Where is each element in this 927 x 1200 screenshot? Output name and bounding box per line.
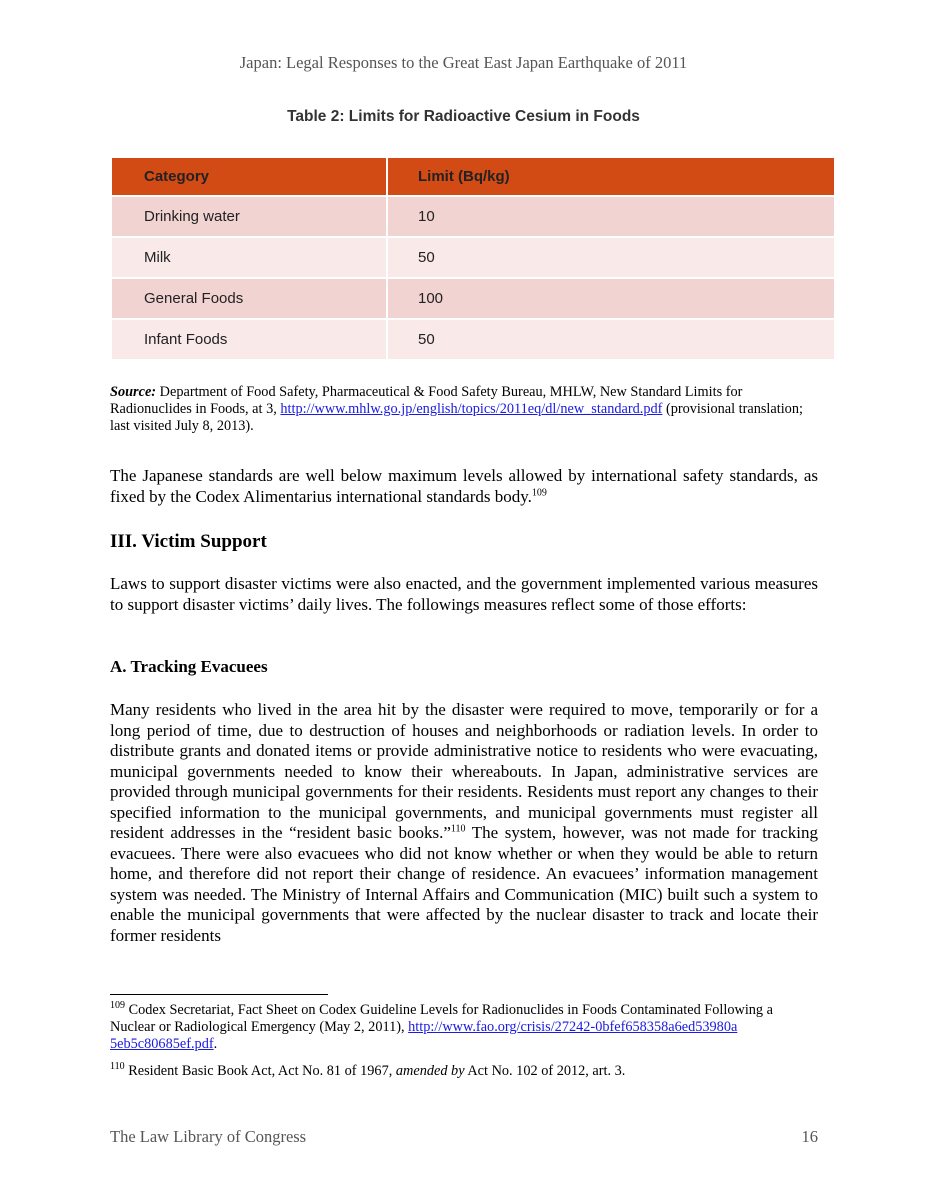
page-number: 16 <box>801 1127 818 1146</box>
cesium-limits-table <box>110 156 836 361</box>
table-caption: Table 2: Limits for Radioactive Cesium in Foods <box>287 108 640 125</box>
column-header-limit: Limit (Bq/kg) <box>387 157 835 196</box>
paragraph-standards <box>110 466 818 507</box>
section-heading: III. Victim Support <box>110 531 267 552</box>
table-row <box>111 319 835 360</box>
column-header-category: Category <box>111 157 387 196</box>
footnote-text: Codex Secretariat, Fact Sheet on Codex Guideline Levels for Radionuclides in Foods Contaminated Following a Nuclear or Radiological Emergency (May 2, 2011), <box>110 1002 774 1035</box>
table-header-row <box>111 157 835 196</box>
limit-cell: 100 <box>387 278 835 319</box>
table-source-note <box>110 384 818 435</box>
footnote-text: Resident Basic Book Act, Act No. 81 of 1967, <box>124 1063 396 1079</box>
paragraph-text-cont: The system, however, was not made for tracking evacuees. There were also evacuees who did not know whether or when they would be able to return home, and therefore did not report their change of residence. An evacuees’ information management system was needed. The Ministry of Internal Affairs and Communication (MIC) built such a system to enable the municipal governments that were affected by the nuclear disaster to track and locate their former residents <box>110 823 818 945</box>
category-cell: Drinking water <box>111 196 387 237</box>
limit-cell: 10 <box>387 196 835 237</box>
footnote-text-end: Act No. 102 of 2012, art. 3. <box>464 1063 626 1079</box>
footnote-link[interactable]: http://www.fao.org/crisis/27242-0bfef658358a6ed53980a 5eb5c80685ef.pdf <box>110 1019 738 1052</box>
footnote-separator <box>110 994 328 995</box>
source-link[interactable]: http://www.mhlw.go.jp/english/topics/2011eq/dl/new_standard.pdf <box>280 401 663 417</box>
paragraph-text: Many residents who lived in the area hit by the disaster were required to move, temporarily or for a long period of time, due to destruction of houses and neighborhoods or radiation levels. In order to distribute grants and donated items or provide administrative notice to residents who were evacuating, municipal governments needed to know their whereabouts. In Japan, administrative services are provided through municipal governments for their residents. Residents must report any changes to their specified information to the municipal governments, and municipal governments must register all resident addresses in the “resident basic books.” <box>110 700 818 842</box>
category-cell: Infant Foods <box>111 319 387 360</box>
category-cell: Milk <box>111 237 387 278</box>
source-text: Department of Food Safety, Pharmaceutical & Food Safety Bureau, MHLW, New Standard Limits for Radionuclides in Foods, at 3, <box>110 384 743 417</box>
source-label: Source: <box>110 384 157 400</box>
paragraph-victim-support: Laws to support disaster victims were also enacted, and the government implemented various measures to support disaster victims’ daily lives. The followings measures reflect some of those efforts: <box>110 574 818 614</box>
limit-cell: 50 <box>387 237 835 278</box>
table-row <box>111 278 835 319</box>
footnote-number: 109 <box>110 1000 125 1012</box>
paragraph-text: The Japanese standards are well below maximum levels allowed by international safety standards, as fixed by the Codex Alimentarius international standards body. <box>110 466 818 506</box>
running-header: Japan: Legal Responses to the Great East Japan Earthquake of 2011 <box>239 53 688 72</box>
footnote-number: 110 <box>110 1061 125 1073</box>
footnote-ref: 109 <box>531 486 547 498</box>
table-row <box>111 196 835 237</box>
footer-publisher: The Law Library of Congress <box>110 1127 307 1146</box>
footnote-110 <box>110 1063 818 1080</box>
footnote-italic: amended by <box>395 1063 465 1079</box>
footnote-text-end: . <box>213 1036 218 1052</box>
limit-cell: 50 <box>387 319 835 360</box>
table-row <box>111 237 835 278</box>
source-text-end: (provisional translation; last visited July 8, 2013). <box>110 401 803 434</box>
paragraph-tracking-evacuees <box>110 700 818 946</box>
subsection-heading: A. Tracking Evacuees <box>110 657 268 676</box>
category-cell: General Foods <box>111 278 387 319</box>
footnote-ref: 110 <box>450 823 466 835</box>
footnote-109 <box>110 1002 818 1053</box>
